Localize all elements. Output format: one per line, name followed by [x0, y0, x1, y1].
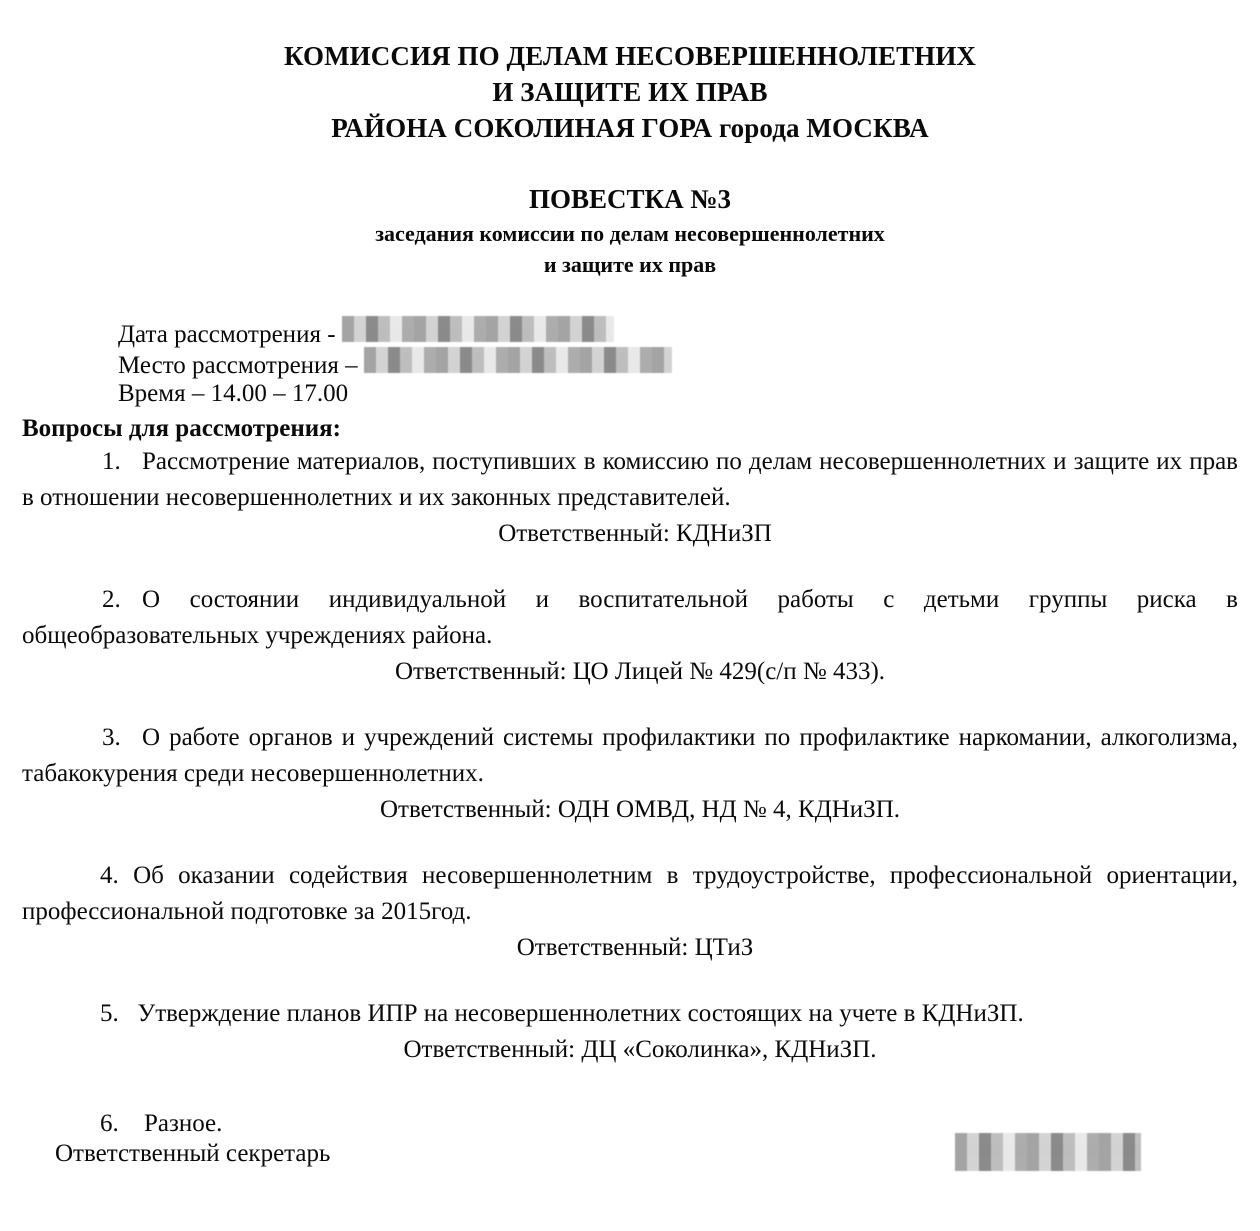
- signature-redaction: [955, 1133, 1141, 1171]
- time-label: Время – 14.00 – 17.00: [118, 380, 349, 407]
- agenda-item-1: [22, 444, 1238, 552]
- agenda-item-5-number: 5.: [100, 1000, 119, 1027]
- date-label: Дата рассмотрения -: [118, 321, 336, 348]
- meta-row-time: [118, 378, 1238, 409]
- document-subtitle-line-1: заседания комиссии по делам несовершеннолетних: [375, 221, 885, 246]
- agenda-item-3-number: 3.: [102, 724, 121, 751]
- agenda-item-3-text: О работе органов и учреждений системы профилактики по профилактике наркомании, алкоголизма, табакокурения среди несовершеннолетних.: [22, 724, 1238, 787]
- agenda-item-1-body: [22, 444, 1238, 516]
- agenda-heading: Вопросы для рассмотрения:: [22, 415, 342, 442]
- document-subtitle: [22, 218, 1238, 280]
- date-value-redaction: [342, 316, 614, 342]
- place-label: Место рассмотрения –: [118, 352, 358, 379]
- agenda-item-5-responsible: Ответственный: ДЦ «Соколинка», КДНиЗП.: [403, 1036, 877, 1063]
- organization-title-line-1: КОМИССИЯ ПО ДЕЛАМ НЕСОВЕРШЕННОЛЕТНИХ: [283, 41, 977, 71]
- agenda-item-6-number: 6.: [100, 1110, 119, 1137]
- meta-row-place: [118, 347, 1238, 378]
- agenda-list: [22, 444, 1238, 1142]
- agenda-item-6-text: Разное.: [144, 1110, 223, 1137]
- agenda-item-5: [22, 996, 1238, 1068]
- agenda-item-4-body: [22, 858, 1238, 930]
- agenda-item-4-text: Об оказании содействия несовершеннолетним в трудоустройстве, профессиональной ориентации, профессиональной подготовке за 2015год.: [22, 862, 1239, 925]
- page-title: ПОВЕСТКА №3: [529, 184, 731, 214]
- agenda-item-1-text: Рассмотрение материалов, поступивших в комиссию по делам несовершеннолетних и защите их прав в отношении несовершеннолетних и их законных представителей.: [22, 448, 1238, 511]
- agenda-item-2-number: 2.: [102, 586, 121, 613]
- agenda-item-4-responsible: Ответственный: ЦТиЗ: [516, 934, 754, 961]
- agenda-item-3: [22, 720, 1238, 828]
- meta-row-date: [118, 316, 1238, 347]
- agenda-item-1-number: 1.: [102, 448, 121, 475]
- organization-title-line-3: РАЙОНА СОКОЛИНАЯ ГОРА города МОСКВА: [331, 113, 929, 143]
- agenda-item-1-responsible: Ответственный: КДНиЗП: [498, 520, 772, 547]
- agenda-item-5-text: Утверждение планов ИПР на несовершеннолетних состоящих на учете в КДНиЗП.: [137, 1000, 1024, 1027]
- agenda-item-3-body: [22, 720, 1238, 792]
- place-value-redaction: [364, 347, 672, 373]
- agenda-item-4-number: 4.: [100, 862, 119, 889]
- agenda-item-2-text: О состоянии индивидуальной и воспитательной работы с детьми группы риска в общеобразовательных учреждениях района.: [22, 586, 1238, 649]
- meeting-meta: [22, 316, 1238, 409]
- footer-role: Ответственный секретарь: [55, 1140, 331, 1167]
- document-subtitle-line-2: и защите их прав: [543, 252, 717, 277]
- agenda-item-4: [22, 858, 1238, 966]
- agenda-item-2: [22, 582, 1238, 690]
- agenda-item-2-body: [22, 582, 1238, 654]
- agenda-item-2-responsible: Ответственный: ЦО Лицей № 429(с/п № 433).: [394, 658, 886, 685]
- agenda-item-5-body: [22, 996, 1238, 1032]
- organization-title: [22, 0, 1238, 146]
- agenda-item-3-responsible: Ответственный: ОДН ОМВД, НД № 4, КДНиЗП.: [379, 796, 901, 823]
- organization-title-line-2: И ЗАЩИТЕ ИХ ПРАВ: [492, 77, 768, 107]
